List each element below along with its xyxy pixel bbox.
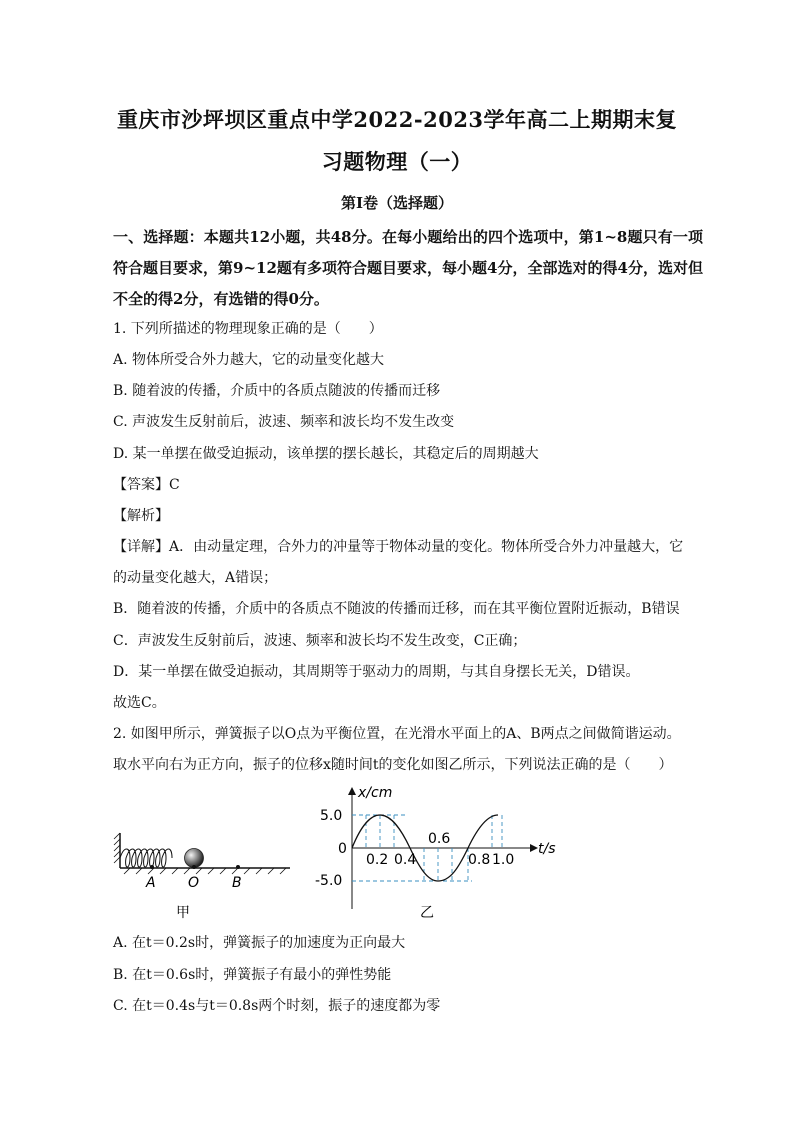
oscillator-ball: [185, 849, 204, 868]
figure-caption-right: 乙: [420, 905, 434, 921]
point-a-label: A: [146, 875, 156, 891]
displacement-time-graph: [315, 785, 556, 921]
y-axis-label: x/cm: [358, 785, 393, 801]
question-1-option-a: A. 物体所受合外力越大，它的动量变化越大: [113, 352, 385, 368]
spring-coil: [120, 849, 172, 867]
x-tick-label: 0.4: [394, 852, 417, 868]
x-tick-label: 0.8: [468, 852, 491, 868]
y-tick-label: -5.0: [315, 873, 343, 889]
question-1-option-c: C. 声波发生反射前后，波速、频率和波长均不发生改变: [113, 414, 455, 430]
question-2-option-b: B. 在t＝0.6s时，弹簧振子有最小的弹性势能: [113, 967, 392, 983]
question-2-stem-line1: 2. 如图甲所示，弹簧振子以O点为平衡位置，在光滑水平面上的A、B两点之间做简谐运动。: [113, 726, 681, 742]
x-tick-label: 0.6: [428, 831, 451, 847]
question-1-detail-line: 【详解】A．由动量定理，合外力的冲量等于物体动量的变化。物体所受合外力冲量越大，它: [113, 539, 684, 555]
y-tick-label: 5.0: [320, 808, 343, 824]
point-b-label: B: [232, 875, 242, 891]
x-tick-label: 0.2: [366, 852, 389, 868]
document-title-line2: 习题物理（一）: [321, 149, 473, 174]
spring-oscillator-diagram: [114, 833, 290, 921]
section-header: 一、选择题：本题共12小题，共48分。在每小题给出的四个选项中，第1~8题只有一项符合题目要求，第9~12题有多项符合题目要求，每小题4分，全部选对的得4分，选对但不全的得2分，有选错的得0分。: [113, 228, 703, 308]
question-1-detail-line: D．某一单摆在做受迫振动，其周期等于驱动力的周期，与其自身摆长无关，D错误。: [113, 664, 640, 680]
question-1-detail-line: C．声波发生反射前后，波速、频率和波长均不发生改变，C正确；: [113, 633, 527, 649]
question-1-detail-line: 的动量变化越大，A错误；: [113, 570, 278, 586]
point-o-label: O: [188, 875, 200, 891]
question-2-figure: [110, 783, 570, 923]
question-1-option-d: D. 某一单摆在做受迫振动，该单摆的摆长越长，其稳定后的周期越大: [113, 446, 539, 462]
question-2-option-a: A. 在t＝0.2s时，弹簧振子的加速度为正向最大: [113, 935, 406, 951]
x-axis-label: t/s: [538, 841, 556, 857]
question-1-analysis-label: 【解析】: [113, 508, 169, 524]
question-2-option-c: C. 在t＝0.4s与t＝0.8s两个时刻，振子的速度都为零: [113, 998, 441, 1014]
question-1-detail-line: B．随着波的传播，介质中的各质点不随波的传播而迁移，而在其平衡位置附近振动，B错误: [113, 601, 680, 617]
x-tick-label: 1.0: [492, 852, 515, 868]
document-title-line1: 重庆市沙坪坝区重点中学2022-2023学年高二上期期末复: [116, 107, 678, 132]
question-1-detail-line: 故选C。: [113, 695, 166, 711]
question-1-answer: 【答案】C: [113, 477, 180, 493]
figure-caption-left: 甲: [176, 905, 190, 921]
question-1-stem: 1. 下列所描述的物理现象正确的是（ ）: [113, 321, 383, 337]
volume-label: 第Ⅰ卷（选择题）: [340, 194, 454, 212]
question-1-option-b: B. 随着波的传播，介质中的各质点随波的传播而迁移: [113, 383, 441, 399]
origin-label: 0: [338, 841, 347, 857]
question-2-stem-line2: 取水平向右为正方向，振子的位移x随时间t的变化如图乙所示，下列说法正确的是（ ）: [113, 757, 673, 773]
